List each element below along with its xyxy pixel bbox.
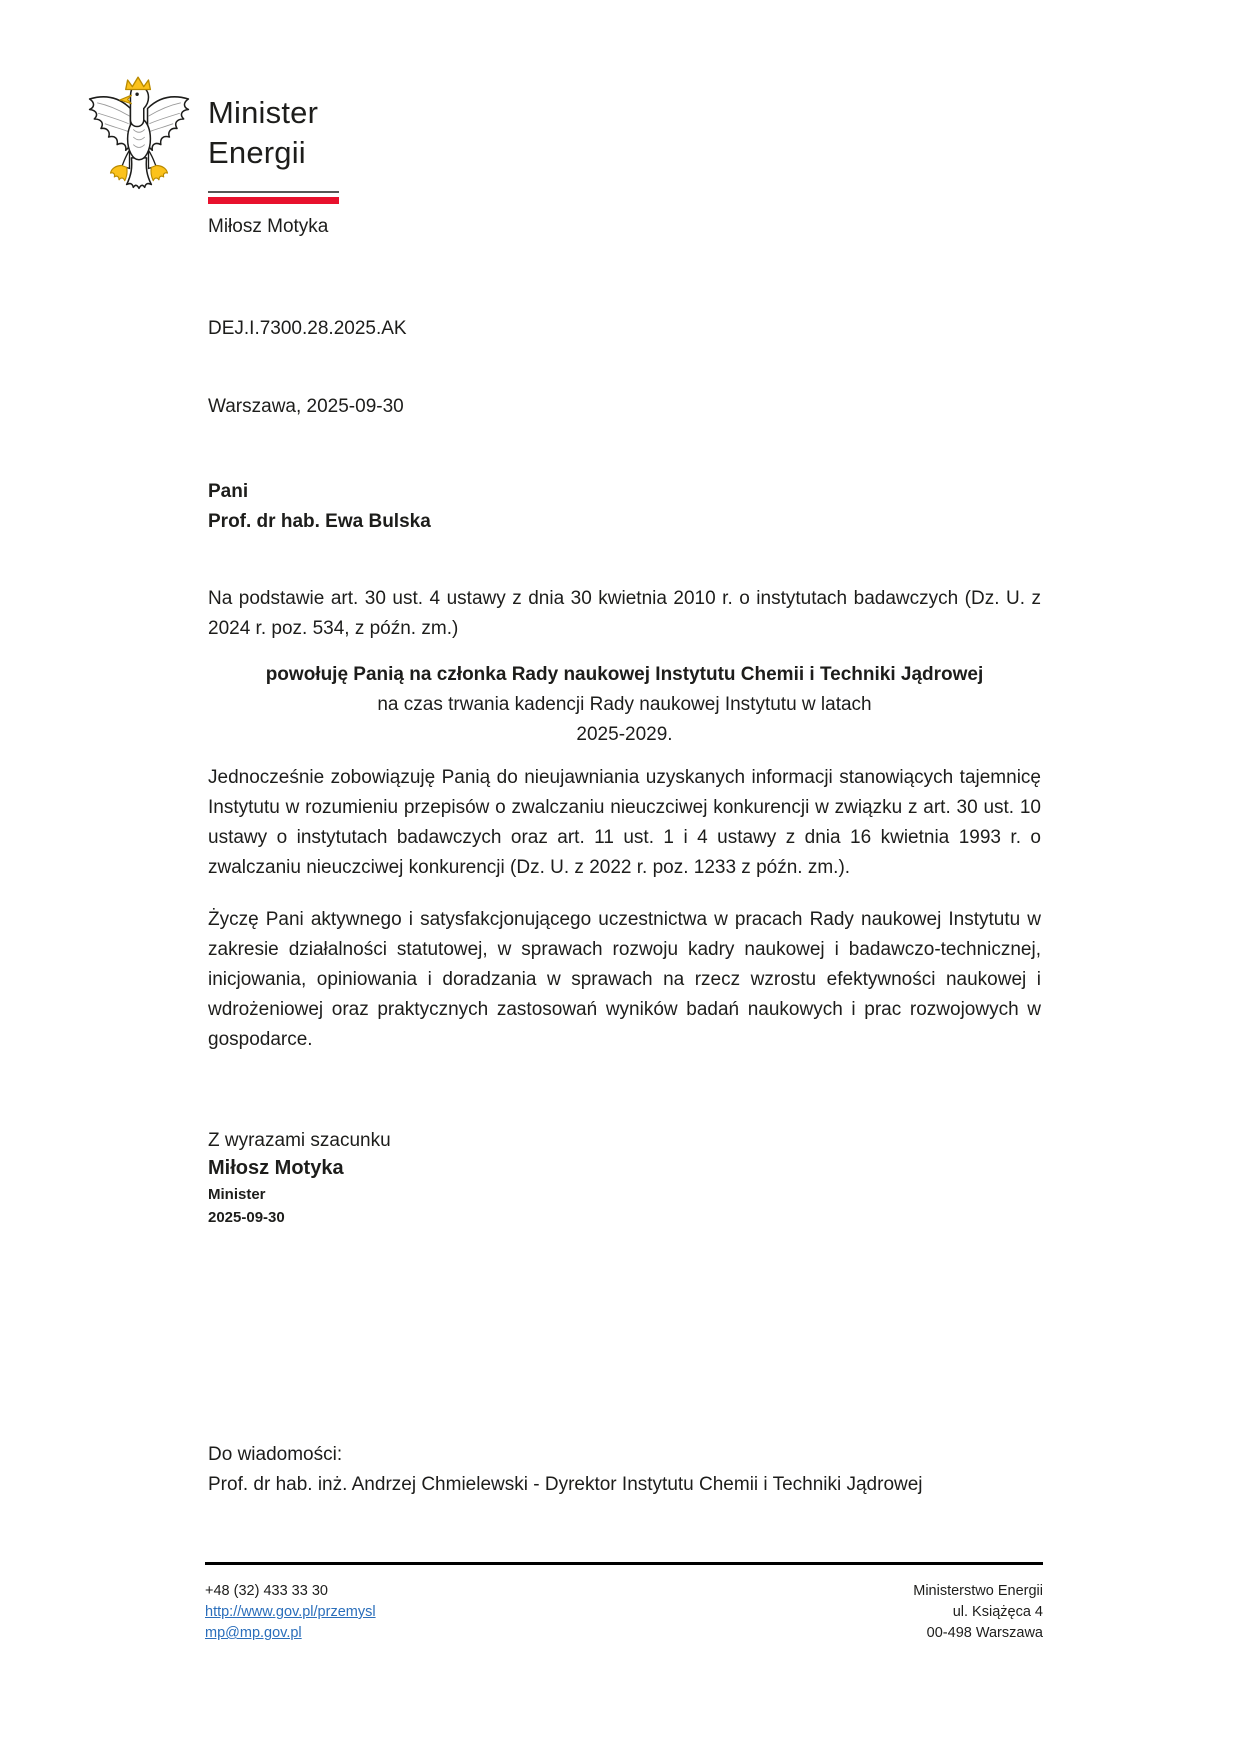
paragraph-wishes: Życzę Pani aktywnego i satysfakcjonującego uczestnictwa w pracach Rady naukowej Instytutu w zakresie działalności statutowej, w sprawach rozwoju kadry naukowej i badawczo-technicznej, inicjowania, opiniowania i doradzania w sprawach na rzecz wzrostu efektywności naukowej i wdrożeniowej oraz praktycznych zastosowań wyników badań naukowych i prac rozwojowych w gospodarce. bbox=[208, 909, 1041, 1050]
addressee-name: Prof. dr hab. Ewa Bulska bbox=[208, 511, 431, 532]
header-divider-red-accent bbox=[208, 197, 339, 204]
cc-label: Do wiadomości: bbox=[208, 1444, 343, 1465]
footer bbox=[205, 1581, 1043, 1644]
footer-website-link[interactable]: http://www.gov.pl/przemysl bbox=[205, 1604, 376, 1620]
paragraph-confidentiality: Jednocześnie zobowiązuję Panią do nieujawniania uzyskanych informacji stanowiących tajemnicę Instytutu w rozumieniu przepisów o zwalczaniu nieuczciwej konkurencji w związku z art. 30 ust. 10 ustawy o instytutach badawczych oraz art. 11 ust. 1 i 4 ustawy z dnia 16 kwietnia 1993 r. o zwalczaniu nieuczciwej konkurencji (Dz. U. z 2022 r. poz. 1233 z późn. zm.). bbox=[208, 767, 1041, 878]
paragraph-legal-basis: Na podstawie art. 30 ust. 4 ustawy z dnia 30 kwietnia 2010 r. o instytutach badawczych (Dz. U. z 2024 r. poz. 534, z późn. zm.) bbox=[208, 588, 1041, 639]
brand-line-1: Minister bbox=[208, 95, 319, 130]
footer-contact-column bbox=[205, 1581, 376, 1644]
polish-eagle-emblem-icon bbox=[82, 74, 196, 200]
closing-salutation: Z wyrazami szacunku bbox=[208, 1130, 391, 1151]
addressee-salutation: Pani bbox=[208, 481, 249, 502]
appointment-bold-line: powołuję Panią na członka Rady naukowej Instytutu Chemii i Techniki Jądrowej bbox=[265, 664, 984, 685]
place-and-date: Warszawa, 2025-09-30 bbox=[208, 396, 404, 417]
footer-address-column bbox=[913, 1581, 1043, 1644]
header-divider-thin bbox=[208, 191, 339, 193]
closing-signer-title: Minister bbox=[208, 1186, 266, 1203]
cc-recipient: Prof. dr hab. inż. Andrzej Chmielewski - Dyrektor Instytutu Chemii i Techniki Jądrowej bbox=[208, 1474, 923, 1495]
closing-signer-name: Miłosz Motyka bbox=[208, 1157, 344, 1179]
footer-city: 00-498 Warszawa bbox=[926, 1625, 1043, 1641]
closing-date: 2025-09-30 bbox=[208, 1209, 285, 1226]
footer-phone: +48 (32) 433 33 30 bbox=[205, 1583, 328, 1599]
appointment-term-line: na czas trwania kadencji Rady naukowej Instytutu w latach bbox=[377, 694, 872, 715]
ministry-brand bbox=[208, 93, 318, 173]
appointment-statement bbox=[208, 660, 1041, 750]
closing-block bbox=[208, 1128, 391, 1229]
addressee-block bbox=[208, 477, 431, 537]
footer-divider bbox=[205, 1562, 1043, 1565]
footer-org-name: Ministerstwo Energii bbox=[913, 1583, 1043, 1599]
footer-email-link[interactable]: mp@mp.gov.pl bbox=[205, 1625, 302, 1641]
cc-block bbox=[208, 1440, 1041, 1500]
reference-number: DEJ.I.7300.28.2025.AK bbox=[208, 318, 407, 339]
appointment-years-line: 2025-2029. bbox=[576, 724, 673, 745]
sender-name: Miłosz Motyka bbox=[208, 216, 329, 237]
footer-street: ul. Książęca 4 bbox=[952, 1604, 1043, 1620]
brand-line-2: Energii bbox=[208, 135, 306, 170]
